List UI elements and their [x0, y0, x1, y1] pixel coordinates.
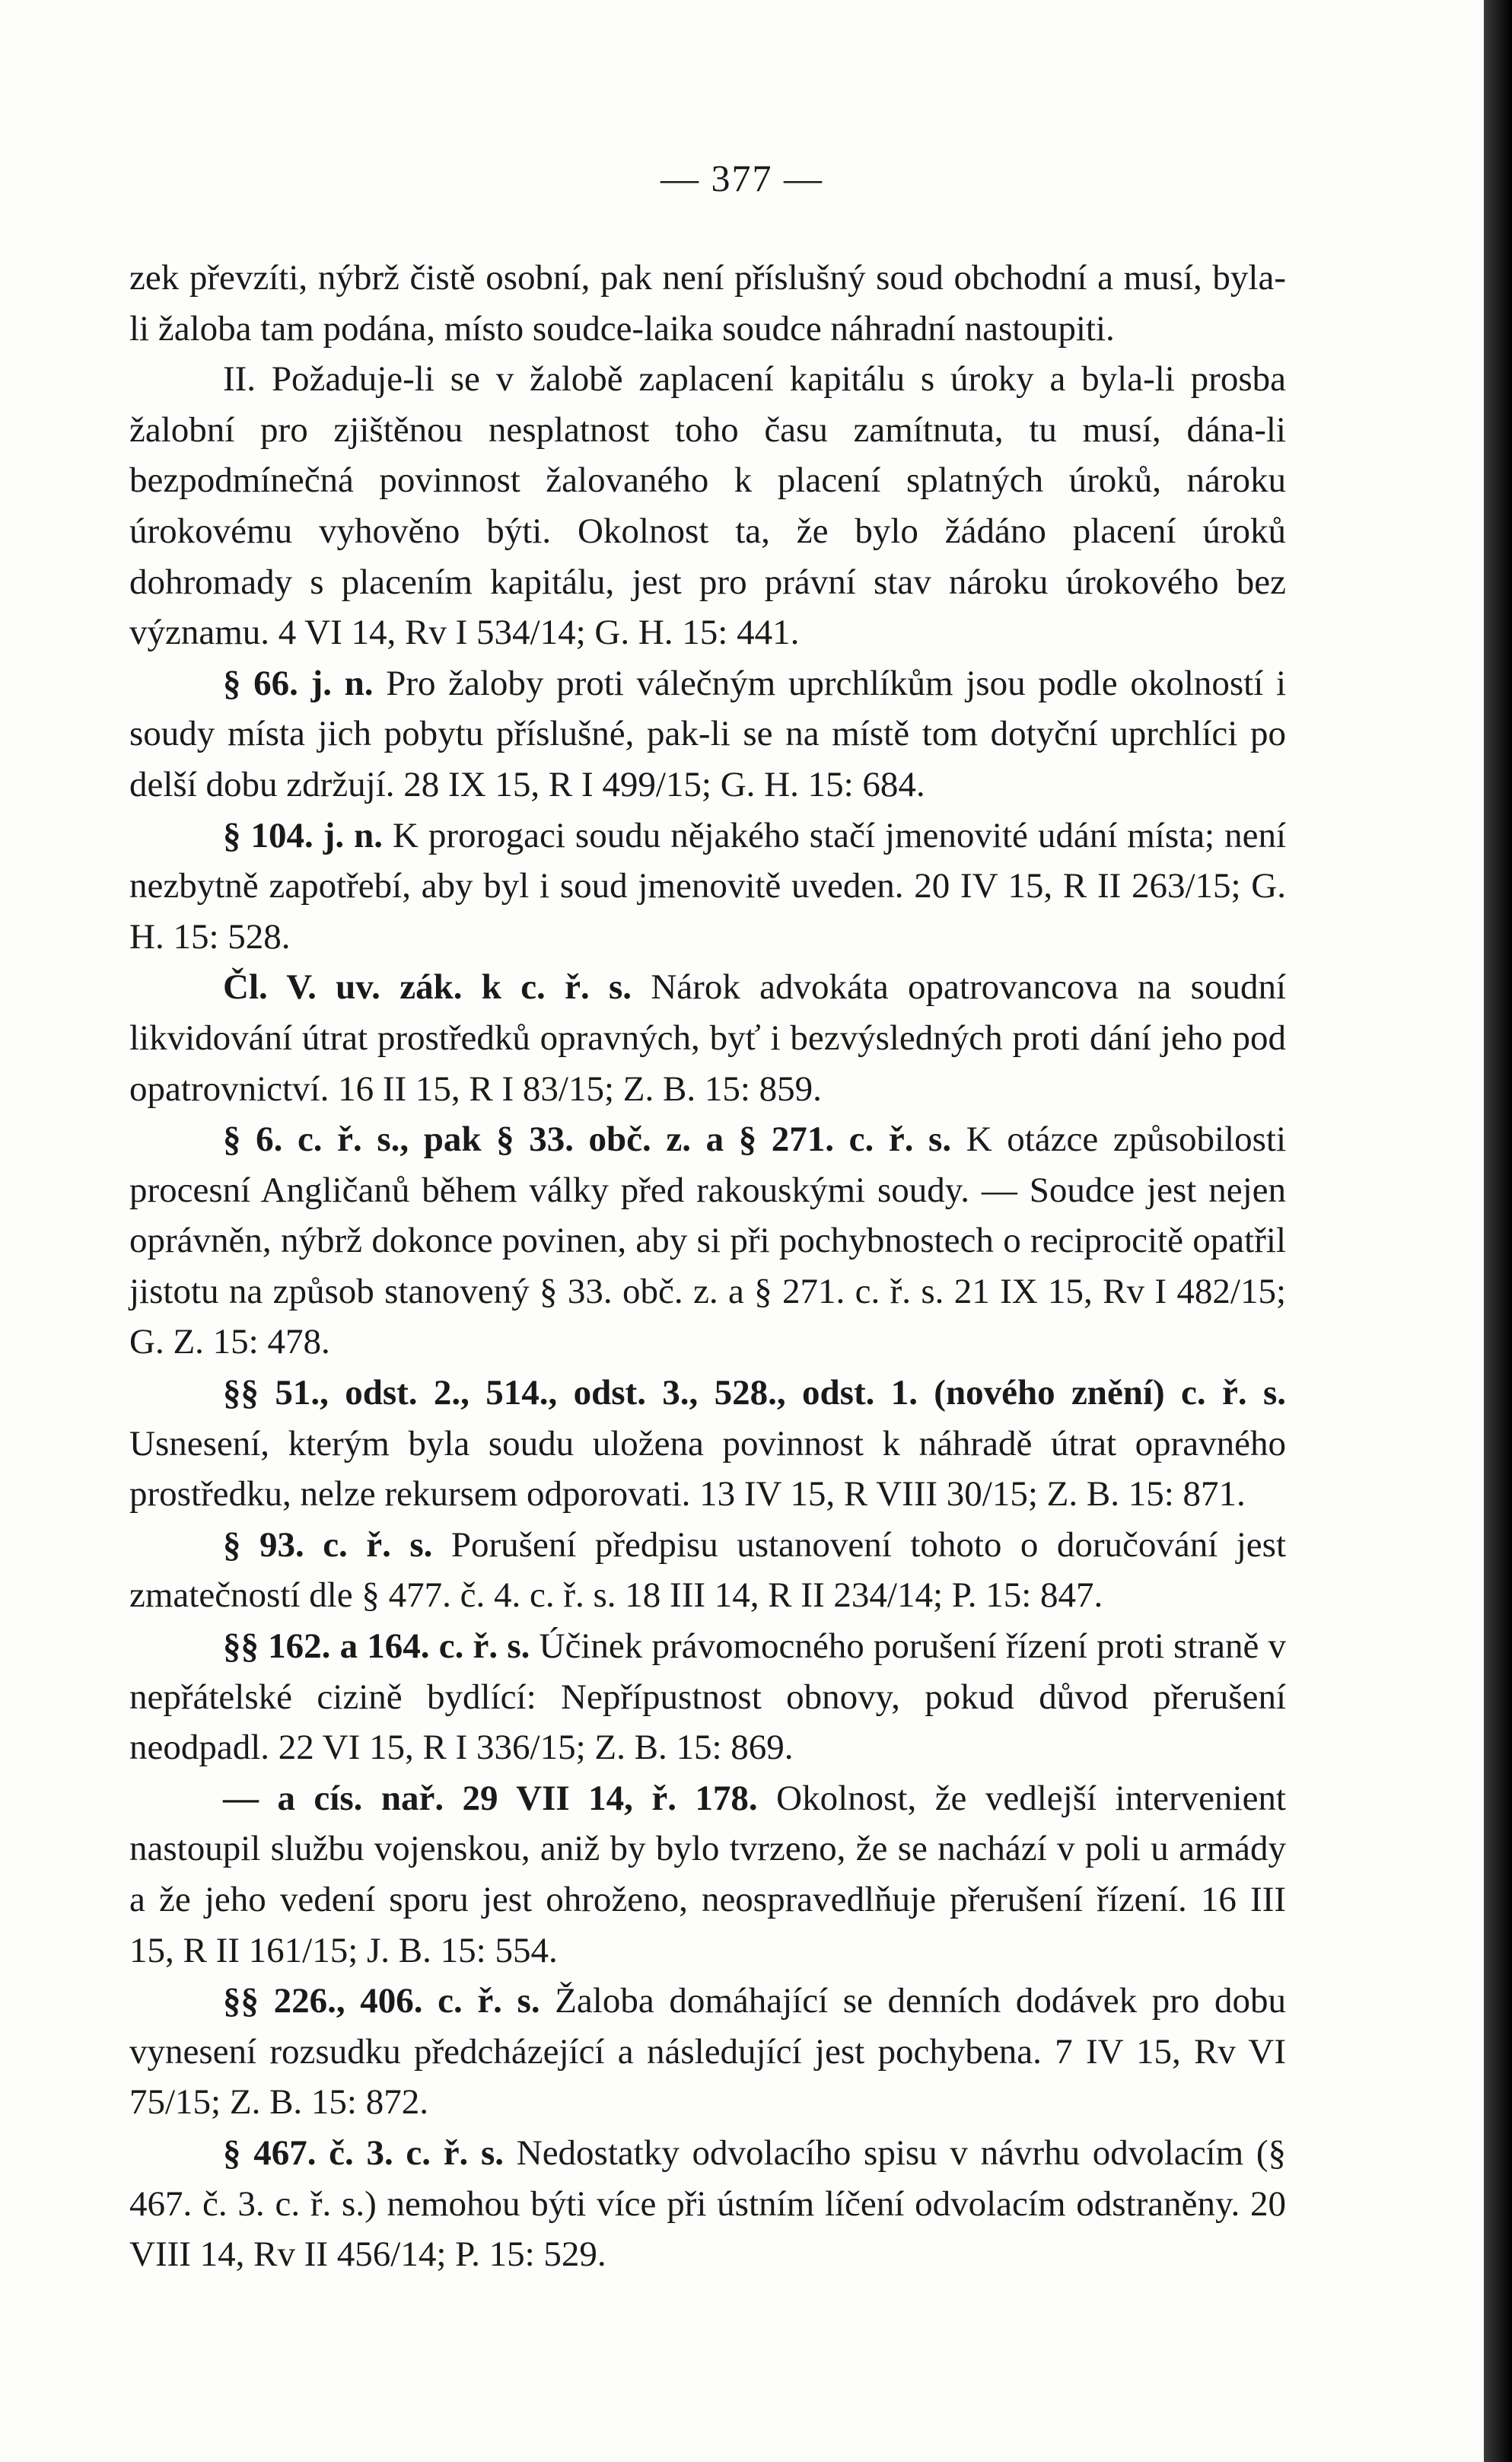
- paragraph-9: — a cís. nař. 29 VII 14, ř. 178. Okolnost, že vedlejší intervenient nastoupil službu vojenskou, aniž by bylo tvrzeno, že se nachází v poli u armády a že jeho vedení sporu jest ohroženo, neospravedlňuje přerušení řízení. 16 III 15, R II 161/15; J. B. 15: 554.: [129, 1778, 1286, 1970]
- section-heading: § 93. c. ř. s.: [223, 1524, 433, 1565]
- paragraph-4: Čl. V. uv. zák. k c. ř. s. Nárok advokáta opatrovancova na soudní likvidování útrat prostředků opravných, byť i bezvýsledných proti dání jeho pod opatrovnictví. 16 II 15, R I 83/15; Z. B. 15: 859.: [129, 967, 1286, 1109]
- section-heading: §§ 51., odst. 2., 514., odst. 3., 528., odst. 1. (nového znění) c. ř. s.: [223, 1373, 1286, 1413]
- paragraph-0: zek převzíti, nýbrž čistě osobní, pak není příslušný soud obchodní a musí, byla-li žaloba tam podána, místo soudce-laika soudce náhradní nastoupiti.: [129, 258, 1286, 349]
- page-number: — 377 —: [661, 157, 823, 199]
- paragraph-1: II. Požaduje-li se v žalobě zaplacení kapitálu s úroky a byla-li prosba žalobní pro zjištěnou nesplatnost toho času zamítnuta, tu musí, dána-li bezpodmínečná povinnost žalovaného k placení splatných úroků, nároku úrokovému vyhověno býti. Okolnost ta, že bylo žádáno placení úroků dohromady s placením kapitálu, jest pro právní stav nároku úrokového bez významu. 4 VI 14, Rv I 534/14; G. H. 15: 441.: [129, 359, 1286, 653]
- paragraph-5: § 6. c. ř. s., pak § 33. obč. z. a § 271. c. ř. s. K otázce způsobilosti procesní Angličanů během války před rakouskými soudy. — Soudce jest nejen oprávněn, nýbrž dokonce povinen, aby si při pochybnostech o reciprocitě opatřil jistotu na způsob stanovený § 33. obč. z. a § 271. c. ř. s. 21 IX 15, Rv I 482/15; G. Z. 15: 478.: [129, 1120, 1287, 1362]
- section-heading: §§ 226., 406. c. ř. s.: [223, 1981, 540, 2021]
- paragraph-11: § 467. č. 3. c. ř. s. Nedostatky odvolacího spisu v návrhu odvolacím (§ 467. č. 3. c. ř. s.) nemohou býti více při ústním líčení odvolacím odstraněny. 20 VIII 14, Rv II 456/14; P. 15: 529.: [129, 2132, 1287, 2275]
- paragraph-3: § 104. j. n. K prorogaci soudu nějakého stačí jmenovité udání místa; není nezbytně zapotřebí, aby byl i soud jmenovitě uveden. 20 IV 15, R II 263/15; G. H. 15: 528.: [129, 815, 1287, 957]
- section-heading: Čl. V. uv. zák. k c. ř. s.: [223, 967, 632, 1008]
- section-heading: §§ 162. a 164. c. ř. s.: [223, 1626, 530, 1667]
- section-heading: § 6. c. ř. s., pak § 33. obč. z. a § 271. c. ř. s.: [223, 1120, 952, 1160]
- section-heading: § 104. j. n.: [223, 815, 383, 855]
- section-heading: — a cís. nař. 29 VII 14, ř. 178.: [223, 1778, 758, 1818]
- paragraph-2: § 66. j. n. Pro žaloby proti válečným uprchlíkům jsou podle okolností i soudy místa jich pobytu příslušné, pak-li se na místě tom dotyční uprchlíci po delší dobu zdržují. 28 IX 15, R I 499/15; G. H. 15: 684.: [129, 663, 1287, 804]
- paragraph-8: §§ 162. a 164. c. ř. s. Účinek právomocného porušení řízení proti straně v nepřátelské cizině bydlící: Nepřípustnost obnovy, pokud důvod přerušení neodpadl. 22 VI 15, R I 336/15; Z. B. 15: 869.: [129, 1626, 1286, 1768]
- paragraph-10: §§ 226., 406. c. ř. s. Žaloba domáhající se denních dodávek pro dobu vynesení rozsudku předcházející a následující jest pochybena. 7 IV 15, Rv VI 75/15; Z. B. 15: 872.: [129, 1981, 1287, 2123]
- paragraph-7: § 93. c. ř. s. Porušení předpisu ustanovení tohoto o doručování jest zmatečností dle § 477. č. 4. c. ř. s. 18 III 14, R II 234/14; P. 15: 847.: [129, 1524, 1287, 1616]
- section-heading: § 467. č. 3. c. ř. s.: [223, 2132, 505, 2173]
- section-heading: § 66. j. n.: [223, 663, 374, 703]
- body-text: [129, 253, 1286, 2280]
- paragraph-6: §§ 51., odst. 2., 514., odst. 3., 528., odst. 1. (nového znění) c. ř. s. Usnesení, kterým byla soudu uložena povinnost k náhradě útrat opravného prostředku, nelze rekursem odporovati. 13 IV 15, R VIII 30/15; Z. B. 15: 871.: [129, 1373, 1286, 1514]
- scan-edge: [1484, 0, 1512, 2462]
